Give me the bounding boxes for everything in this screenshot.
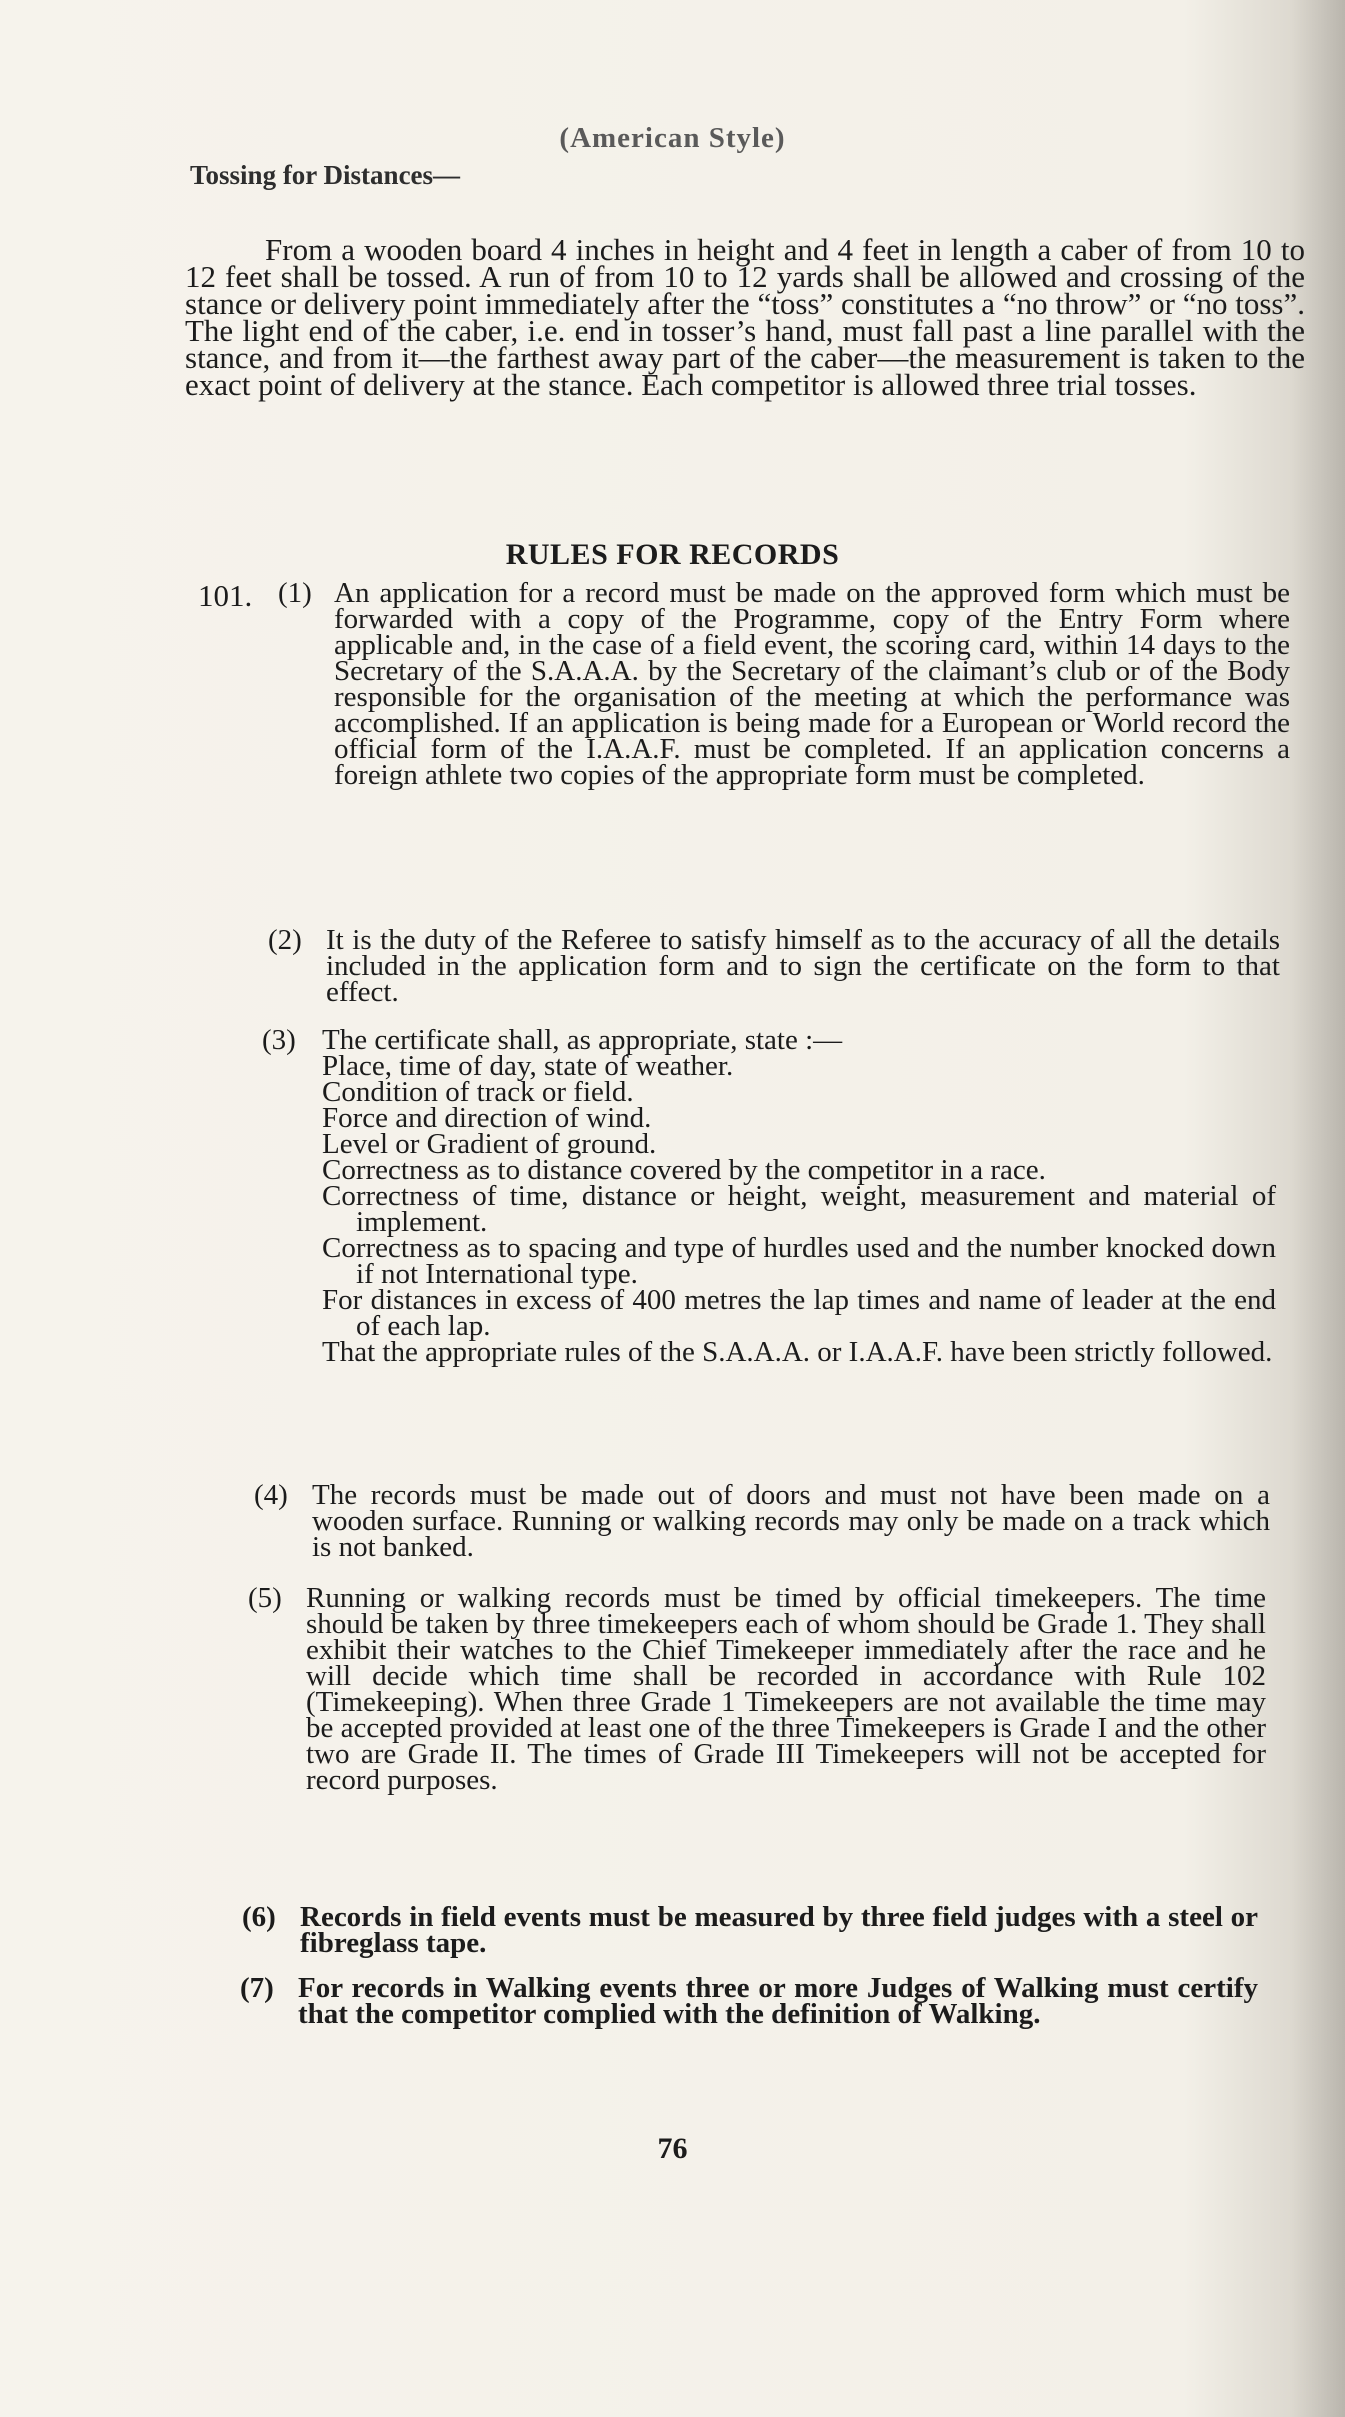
- clause-number: (2): [268, 924, 302, 956]
- list-item: That the appropriate rules of the S.A.A.A. or I.A.A.F. have been strictly followed.: [322, 1336, 1273, 1368]
- list-item: For distances in excess of 400 metres the lap times and name of leader at the end of each lap.: [322, 1284, 1276, 1342]
- intro-paragraph: From a wooden board 4 inches in height and 4 feet in length a caber of from 10 to 12 feet shall be tossed. A run of from 10 to 12 yards shall be allowed and crossing of the stance or delivery point immediately after the “toss” constitutes a “no throw” or “no toss”. The light end of the caber, i.e. end in tosser’s hand, must fall past a line parallel with the stance, and from it—the farthest away part of the caber—the measurement is taken to the exact point of delivery at the stance. Each competitor is allowed three trial tosses.: [185, 232, 1305, 402]
- clause-text: The records must be made out of doors and must not have been made on a wooden surface. Running or walking records may only be made on a track which is not banked.: [312, 1479, 1270, 1563]
- clause-number: (5): [248, 1582, 282, 1614]
- clause-number: (1): [278, 577, 312, 609]
- clause-text: An application for a record must be made on the approved form which must be forwarded with a copy of the Programme, copy of the Entry Form where applicable and, in the case of a field event, the scoring card, within 14 days to the Secretary of the S.A.A.A. by the Secretary of the claimant’s club or of the Body responsible for the organisation of the meeting at which the performance was accomplished. If an application is being made for a European or World record the official form of the I.A.A.F. must be completed. If an application concerns a foreign athlete two copies of the appropriate form must be completed.: [334, 577, 1290, 791]
- running-head: (American Style): [559, 122, 786, 154]
- page-number: 76: [657, 2132, 688, 2165]
- certificate-items: [322, 1050, 1276, 1368]
- clause-text: Records in field events must be measured by three field judges with a steel or fibreglass tape.: [300, 1901, 1258, 1959]
- clause-text: It is the duty of the Referee to satisfy himself as to the accuracy of all the details included in the application form and to sign the certificate on the form to that effect.: [326, 924, 1280, 1008]
- rules-title: RULES FOR RECORDS: [505, 538, 840, 571]
- list-item: Level or Gradient of ground.: [322, 1128, 657, 1160]
- rule-number: 101.: [198, 578, 253, 613]
- list-item: Force and direction of wind.: [322, 1102, 652, 1134]
- clause-body: [322, 1024, 1276, 1368]
- section-heading: Tossing for Distances—: [190, 160, 461, 190]
- list-item: Place, time of day, state of weather.: [322, 1050, 734, 1082]
- clause-number: (7): [240, 1972, 274, 2004]
- list-item: Correctness of time, distance or height, weight, measurement and material of implement.: [322, 1180, 1276, 1238]
- clause-intro: The certificate shall, as appropriate, state :—: [322, 1024, 843, 1056]
- list-item: Correctness as to distance covered by the competitor in a race.: [322, 1154, 1046, 1186]
- list-item: Correctness as to spacing and type of hurdles used and the number knocked down if not International type.: [322, 1232, 1276, 1290]
- clause-number: (3): [262, 1024, 296, 1056]
- list-item: Condition of track or field.: [322, 1076, 634, 1108]
- clause-number: (6): [242, 1901, 276, 1933]
- clause-number: (4): [254, 1479, 288, 1511]
- clause-text: Running or walking records must be timed by official timekeepers. The time should be taken by three timekeepers each of whom should be Grade 1. They shall exhibit their watches to the Chief Timekeeper immediately after the race and he will decide which time shall be recorded in accordance with Rule 102 (Timekeeping). When three Grade 1 Timekeepers are not available the time may be accepted provided at least one of the three Timekeepers is Grade I and the other two are Grade II. The times of Grade III Timekeepers will not be accepted for record purposes.: [306, 1582, 1266, 1796]
- clause-text: For records in Walking events three or more Judges of Walking must certify that the competitor complied with the definition of Walking.: [298, 1972, 1258, 2030]
